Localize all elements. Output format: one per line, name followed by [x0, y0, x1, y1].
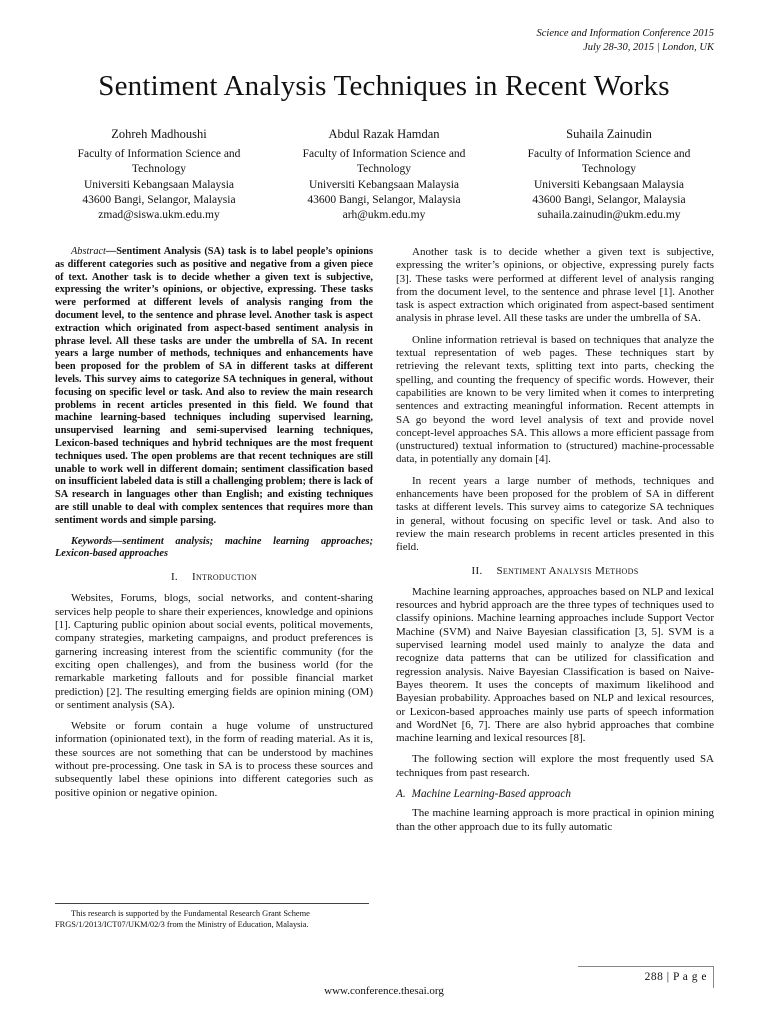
- section-title: Introduction: [191, 571, 258, 584]
- author-university: Universiti Kebangsaan Malaysia: [83, 178, 235, 191]
- author-affiliation: Faculty of Information Science and Technology: [527, 148, 691, 176]
- author-1: [54, 127, 264, 223]
- author-address: 43600 Bangi, Selangor, Malaysia: [307, 193, 461, 206]
- paragraph: The following section will explore the most frequently used SA techniques from past research.: [396, 753, 714, 779]
- right-column: [396, 246, 714, 842]
- conference-dates: July 28-30, 2015 | London, UK: [583, 42, 714, 53]
- author-university: Universiti Kebangsaan Malaysia: [533, 178, 685, 191]
- footnote: [55, 908, 375, 930]
- author-email: zmad@siswa.ukm.edu.my: [98, 209, 220, 222]
- paragraph: Another task is to decide whether a given text is subjective, expressing the writer’s opinions, or objective, expressing purely facts [3]. These tasks were performed at different level of analysis ranging from the document level, to the sentence and phrase level [1]. Another task is aspect extraction which originated from aspect-based sentiment analysis in phrase level. All these tasks are under the umbrella of SA.: [396, 246, 714, 325]
- section-heading-methods: [396, 565, 714, 578]
- author-email: arh@ukm.edu.my: [342, 209, 426, 222]
- subsection-title: Machine Learning-Based approach: [411, 787, 571, 800]
- paragraph: Websites, Forums, blogs, social networks, and content-sharing services help people to share their experiences, knowledge and opinions [1]. Capturing public opinion about social events, political movements, company strategies, marketing campaigns, and product preferences is garnering increasing interest from the scientific community (for the exciting open challenges), and from the business world (for the remarkable marketing fallouts and for possible financial market prediction) [2]. The resulting emerging fields are opinion mining (OM) or sentiment analysis (SA).: [55, 592, 373, 711]
- page-number: 288 | P a g e: [644, 971, 707, 983]
- abstract-text: —Sentiment Analysis (SA) task is to label people’s opinions as different categories such as positive and negative from a given piece of text. Another task is to decide whether a given text is subjective, expressing the writer’s opinions, or objective, expressing. These tasks were performed at different levels of analysis ranging from the document level, to the sentence and phrase level. Another task is aspect extraction which originated from aspect-based sentiment analysis in phrase level. All these tasks are under the umbrella of SA. In recent years a large number of methods, techniques and enhancements have been proposed for the problem of SA in different tasks at different levels. This survey aims to categorize SA techniques in general, without focusing on specific level or task. And also to review the main research problems in recent articles presented in this field. We found that machine learning-based techniques including supervised learning, unsupervised learning and semi-supervised learning techniques, Lexicon-based techniques and hybrid techniques are the most frequent techniques used. The open problems are that recent techniques are still unable to work well in different domain; sentiment classification based on insufficient labeled data is still a challenging problem; there is lack of SA research in languages other than English; and existing techniques are still unable to deal with complex sentences that requires more than sentiment words and simple parsing.: [55, 246, 373, 526]
- author-2: [279, 127, 489, 223]
- section-title: Sentiment Analysis Methods: [496, 564, 639, 577]
- footnote-text: This research is supported by the Fundamental Research Grant Scheme FRGS/1/2013/ICT07/UKM/02/3 from the Ministry of Education, Malaysia.: [55, 909, 310, 929]
- left-column: [55, 246, 373, 808]
- paper-title: Sentiment Analysis Techniques in Recent Works: [98, 70, 670, 102]
- paragraph: In recent years a large number of methods, techniques and enhancements have been proposed for the problem of SA in different tasks at different levels. This survey aims to categorize SA techniques in general, without focusing on specific level or task. And also to review the main research problems in recent articles presented in this field.: [396, 474, 714, 554]
- author-affiliation: Faculty of Information Science and Technology: [77, 148, 241, 176]
- paragraph: Website or forum contain a huge volume of unstructured information (opinionated text), in the form of reading material. As it is, these sources are not something that can be understood by machines without pre-processing. One task in SA is to process these sources and subsequently label these opinions into different categories such as positive opinion or negative opinion.: [55, 720, 373, 799]
- paragraph: Online information retrieval is based on techniques that analyze the textual representation of web pages. These techniques start by retrieving the relevant texts, splitting text into parts, checking the spelling, and counting the frequency of specific words. However, their capabilities are known to be very limited when it comes to interpreting sentences and extracting meaningful information. Recent attempts in SA go beyond the word level analysis of text and provide novel concept-level approaches SA. This allows a more efficient passage from (unstructured) textual information to (structured) machine-processable data, in potentially any domain [4].: [396, 333, 714, 466]
- footnote-divider: [55, 903, 369, 904]
- author-email: suhaila.zainudin@ukm.edu.my: [537, 209, 681, 222]
- keywords: Keywords—sentiment analysis; machine learning approaches; Lexicon-based approaches: [55, 535, 373, 560]
- author-block: [54, 127, 714, 223]
- author-name: Suhaila Zainudin: [566, 127, 652, 141]
- paragraph: Machine learning approaches, approaches based on NLP and lexical resources and hybrid approach are the three types of techniques used to classify opinions. Machine learning approaches include Support Vector Machine (SVM) and Naive Bayesian classification [3, 5]. SVM is a supervised learning model used mainly to analyze the data and recognize data patterns that can be utilized for classification and regression analysis. Naive Bayesian Classification is based on Naive-Bayes theorem. It uses the concepts of maximum likelihood and Bayesian probability. Approaches based on NLP and lexical resources, or Lexicon-based approaches mainly use parts of speech information and WordNet [6, 7]. There are also hybrid approaches that combine machine learning and lexical resources [8].: [396, 585, 714, 745]
- abstract-label: Abstract: [71, 246, 106, 257]
- paragraph: The machine learning approach is more practical in opinion mining than the other approach due to its fully automatic: [396, 807, 714, 833]
- author-name: Abdul Razak Hamdan: [328, 127, 440, 141]
- footer-website[interactable]: www.conference.thesai.org: [324, 985, 444, 997]
- section-number: II.: [471, 564, 483, 577]
- subsection-heading-machine-learning: [396, 788, 714, 801]
- author-3: [504, 127, 714, 223]
- conference-name: Science and Information Conference 2015: [536, 28, 714, 39]
- section-number: I.: [170, 571, 178, 584]
- subsection-number: A.: [396, 787, 406, 800]
- section-heading-introduction: [55, 571, 373, 584]
- abstract: [55, 246, 373, 528]
- author-address: 43600 Bangi, Selangor, Malaysia: [82, 193, 236, 206]
- author-university: Universiti Kebangsaan Malaysia: [308, 178, 460, 191]
- author-affiliation: Faculty of Information Science and Technology: [302, 148, 466, 176]
- conference-header: [537, 27, 715, 55]
- author-address: 43600 Bangi, Selangor, Malaysia: [532, 193, 686, 206]
- author-name: Zohreh Madhoushi: [111, 127, 207, 141]
